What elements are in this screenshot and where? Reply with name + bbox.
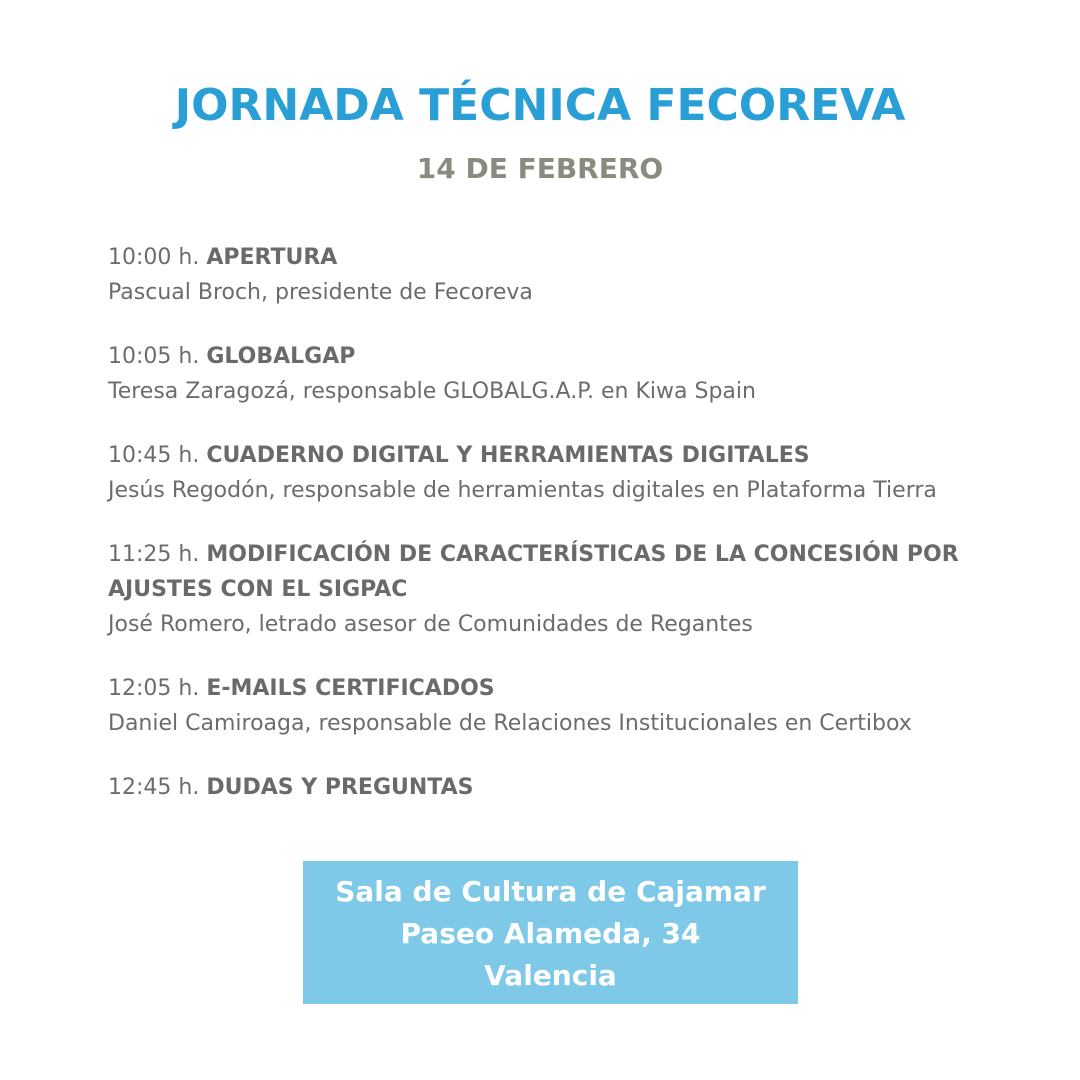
program-speaker: Jesús Regodón, responsable de herramientas digitales en Plataforma Tierra bbox=[108, 478, 937, 503]
program-item-sigpac bbox=[108, 537, 988, 642]
program-item-head bbox=[108, 438, 988, 473]
program-topic: APERTURA bbox=[206, 245, 338, 270]
program-time: 12:45 h. bbox=[108, 775, 200, 800]
program-item-head bbox=[108, 770, 988, 805]
program-speaker: Daniel Camiroaga, responsable de Relaciones Institucionales en Certibox bbox=[108, 711, 912, 736]
program-time: 10:00 h. bbox=[108, 245, 200, 270]
program-topic: MODIFICACIÓN DE CARACTERÍSTICAS DE LA CONCESIÓN POR AJUSTES CON EL SIGPAC bbox=[108, 542, 959, 602]
program-topic: DUDAS Y PREGUNTAS bbox=[206, 775, 474, 800]
program-speaker: José Romero, letrado asesor de Comunidades de Regantes bbox=[108, 612, 753, 637]
event-date: 14 DE FEBRERO bbox=[416, 152, 664, 185]
program-list bbox=[108, 240, 988, 834]
event-title: JORNADA TÉCNICA FECOREVA bbox=[174, 80, 906, 131]
venue-name: Sala de Cultura de Cajamar bbox=[335, 875, 766, 908]
program-item-head bbox=[108, 537, 988, 607]
program-time: 11:25 h. bbox=[108, 542, 200, 567]
program-topic: GLOBALGAP bbox=[206, 344, 356, 369]
program-item-cuaderno-digital bbox=[108, 438, 988, 508]
program-item-head bbox=[108, 671, 988, 706]
program-speaker: Pascual Broch, presidente de Fecoreva bbox=[108, 280, 533, 305]
venue-city: Valencia bbox=[484, 959, 617, 992]
program-topic: E-MAILS CERTIFICADOS bbox=[206, 676, 495, 701]
program-item-globalgap bbox=[108, 339, 988, 409]
program-item-emails-certificados bbox=[108, 671, 988, 741]
program-time: 12:05 h. bbox=[108, 676, 200, 701]
program-time: 10:45 h. bbox=[108, 443, 200, 468]
program-item-head bbox=[108, 240, 988, 275]
program-time: 10:05 h. bbox=[108, 344, 200, 369]
program-item-dudas bbox=[108, 770, 988, 805]
program-topic: CUADERNO DIGITAL Y HERRAMIENTAS DIGITALES bbox=[206, 443, 810, 468]
venue-address: Paseo Alameda, 34 bbox=[400, 917, 701, 950]
venue-box bbox=[303, 861, 798, 1004]
program-speaker: Teresa Zaragozá, responsable GLOBALG.A.P. en Kiwa Spain bbox=[108, 379, 756, 404]
program-item-head bbox=[108, 339, 988, 374]
program-item-apertura bbox=[108, 240, 988, 310]
